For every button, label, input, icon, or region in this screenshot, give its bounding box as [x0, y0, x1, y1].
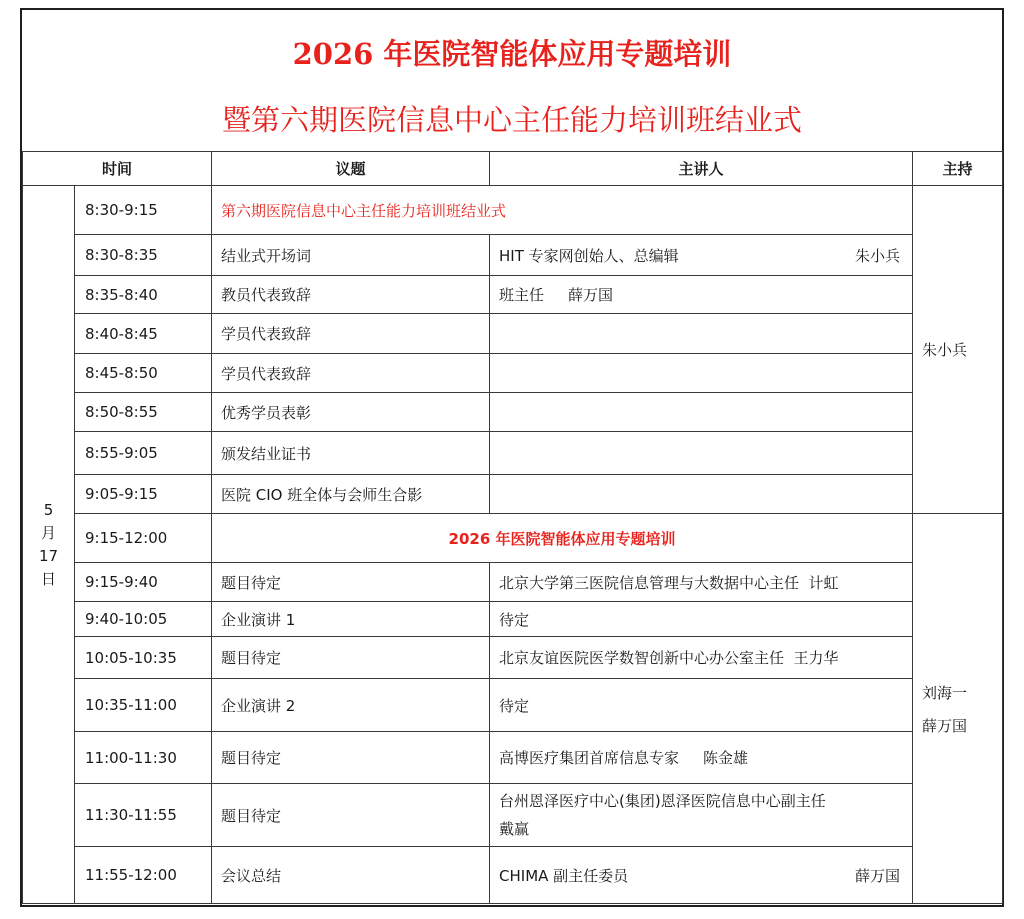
- table-row: 9:05-9:15 医院 CIO 班全体与会师生合影: [23, 475, 1003, 514]
- schedule-table: [22, 151, 1003, 904]
- page-title: 2026 年医院智能体应用专题培训: [292, 37, 732, 71]
- table-row: 8:35-8:40 教员代表致辞 班主任 薛万国: [23, 276, 1003, 314]
- page-subtitle: 暨第六期医院信息中心主任能力培训班结业式: [221, 103, 802, 137]
- table-row: [23, 186, 1003, 235]
- table-row: 10:35-11:00 企业演讲 2 待定: [23, 679, 1003, 732]
- header-row: [23, 152, 1003, 186]
- table-row: 8:45-8:50 学员代表致辞: [23, 354, 1003, 393]
- table-row: 11:55-12:00 会议总结 CHIMA 副主任委员 薛万国: [23, 847, 1003, 904]
- table-row: 11:30-11:55 题目待定 台州恩泽医疗中心(集团)恩泽医院信息中心副主任 戴赢: [23, 784, 1003, 847]
- time-cell: 9:15-12:00: [75, 514, 212, 563]
- table-row: 8:30-8:35 结业式开场词 HIT 专家网创始人、总编辑 朱小兵: [23, 235, 1003, 276]
- table-row: [23, 514, 1003, 563]
- speaker-cell: 台州恩泽医疗中心(集团)恩泽医院信息中心副主任 戴赢: [490, 784, 913, 847]
- host-cell: 朱小兵: [913, 186, 1003, 514]
- header-speaker: 主讲人: [490, 152, 913, 186]
- header-topic: 议题: [212, 152, 490, 186]
- section-title: 第六期医院信息中心主任能力培训班结业式: [212, 186, 913, 235]
- table-row: 11:00-11:30 题目待定 高博医疗集团首席信息专家 陈金雄: [23, 732, 1003, 784]
- table-row: 9:40-10:05 企业演讲 1 待定: [23, 602, 1003, 637]
- host-cell: 刘海一 薛万国: [913, 514, 1003, 904]
- section-title: 2026 年医院智能体应用专题培训: [212, 514, 913, 563]
- table-row: 8:55-9:05 颁发结业证书: [23, 432, 1003, 475]
- header-time: 时间: [23, 152, 212, 186]
- time-cell: 8:30-9:15: [75, 186, 212, 235]
- document-frame: [20, 8, 1004, 907]
- speaker-cell: CHIMA 副主任委员 薛万国: [490, 847, 913, 904]
- table-row: 10:05-10:35 题目待定 北京友谊医院医学数智创新中心办公室主任 王力华: [23, 637, 1003, 679]
- header-host: 主持: [913, 152, 1003, 186]
- table-row: 9:15-9:40 题目待定 北京大学第三医院信息管理与大数据中心主任 计虹: [23, 563, 1003, 602]
- table-row: 8:40-8:45 学员代表致辞: [23, 314, 1003, 354]
- speaker-cell: 高博医疗集团首席信息专家 陈金雄: [490, 732, 913, 784]
- title-area: [22, 10, 1002, 151]
- table-row: 8:50-8:55 优秀学员表彰: [23, 393, 1003, 432]
- speaker-cell: HIT 专家网创始人、总编辑 朱小兵: [490, 235, 913, 276]
- speaker-cell: 班主任 薛万国: [490, 276, 913, 314]
- date-cell: 5 月 17 日: [23, 186, 75, 904]
